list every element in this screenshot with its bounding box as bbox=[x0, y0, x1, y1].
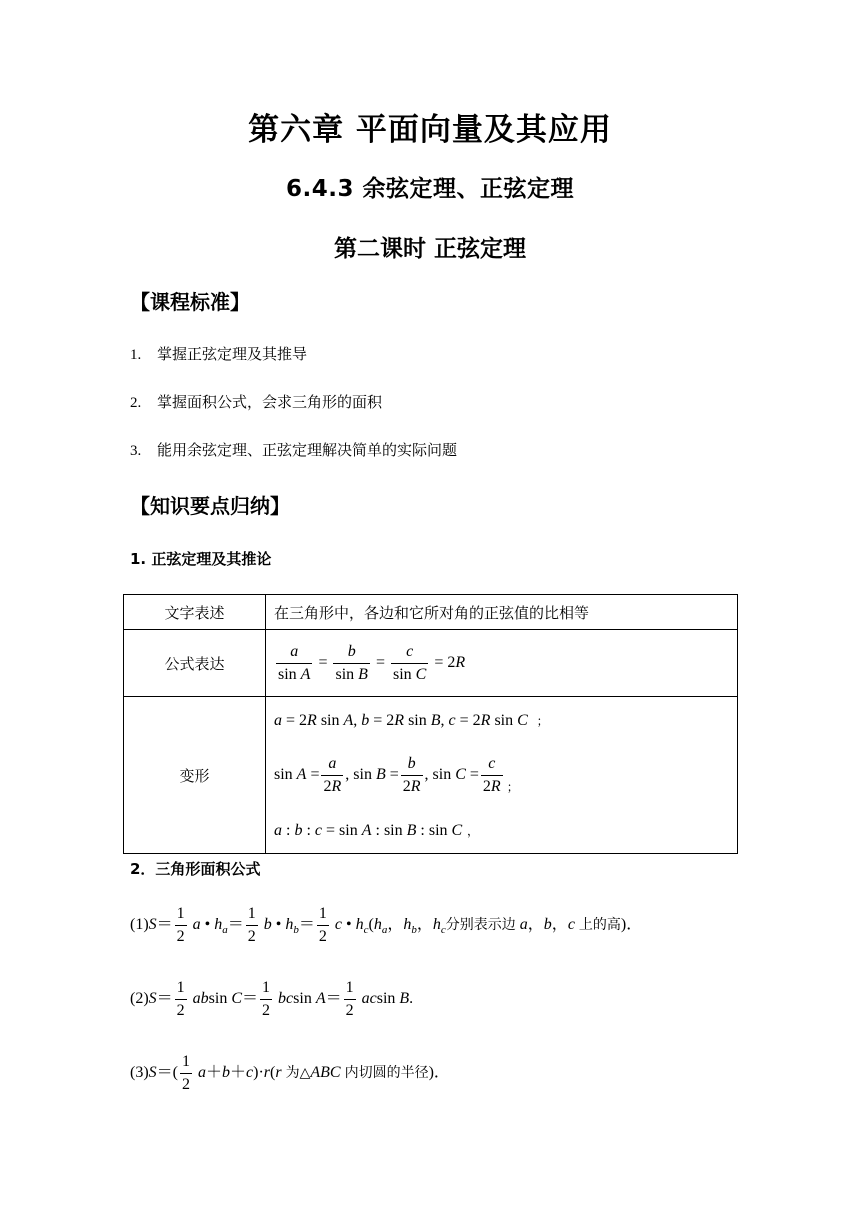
formula-variants bbox=[266, 697, 738, 854]
table-row bbox=[124, 630, 738, 697]
curriculum-item-3 bbox=[130, 439, 457, 460]
table-row bbox=[124, 697, 738, 854]
curriculum-heading: 【课程标准】 bbox=[130, 290, 250, 314]
variant-line-2: sin A = $\frac{a}{2R}$ , sin B = $\frac{b}{2R}$ , sin C = $\frac{c}{2R}$ ； bbox=[274, 754, 519, 795]
area-formula-1: (1)S＝ $\frac{1}{2}$ a • $h_a=$ $\frac{1}{2}$ b • $h_b=$ $\frac{1}{2}$ c • $h_c(h_a$，$h_b$，$h_c$分别表示边 a，b，c 上的高)． bbox=[130, 905, 643, 945]
row-value: 在三角形中，各边和它所对角的正弦值的比相等 bbox=[266, 595, 738, 630]
item-number: 2. bbox=[130, 395, 142, 411]
area-formula-subheading: 2．三角形面积公式 bbox=[130, 860, 261, 878]
formula-law-of-sines: $\frac{a}{\text{sin A}}$ = $\frac{b}{\text{sin B}}$ = $\frac{c}{\text{sin C}}$ = 2R bbox=[266, 630, 738, 697]
law-of-sines-table bbox=[123, 594, 738, 854]
area-formula-2: (2)S＝ $\frac{1}{2}$ absin C＝ $\frac{1}{2}$ bcsin A＝ $\frac{1}{2}$ acsin B. bbox=[130, 979, 414, 1019]
law-of-sines-subheading: 1. 正弦定理及其推论 bbox=[130, 550, 272, 568]
curriculum-item-2 bbox=[130, 391, 382, 412]
item-number: 3. bbox=[130, 443, 142, 459]
area-formula-3: (3)S＝( $\frac{1}{2}$ a＋b＋c)·r(r 为△ABC 内切圆的半径)． bbox=[130, 1053, 450, 1093]
row-label: 文字表述 bbox=[124, 595, 266, 630]
knowledge-heading: 【知识要点归纳】 bbox=[130, 494, 290, 518]
item-text: 能用余弦定理、正弦定理解决简单的实际问题 bbox=[157, 441, 458, 459]
table-row bbox=[124, 595, 738, 630]
item-number: 1. bbox=[130, 347, 142, 363]
lesson-title: 第二课时 正弦定理 bbox=[333, 236, 526, 262]
section-title: 6.4.3 余弦定理、正弦定理 bbox=[286, 176, 574, 202]
curriculum-item-1 bbox=[130, 343, 307, 364]
row-label: 公式表达 bbox=[124, 630, 266, 697]
item-text: 掌握正弦定理及其推导 bbox=[157, 345, 308, 363]
variant-line-3: a : b : c = sin A : sin B : sin C ， bbox=[274, 822, 479, 839]
row-label: 变形 bbox=[124, 697, 266, 854]
chapter-title: 第六章 平面向量及其应用 bbox=[248, 112, 612, 148]
item-text: 掌握面积公式，会求三角形的面积 bbox=[157, 393, 383, 411]
variant-line-1: a = 2R sin A, b = 2R sin B, c = 2R sin C ； bbox=[274, 712, 549, 729]
